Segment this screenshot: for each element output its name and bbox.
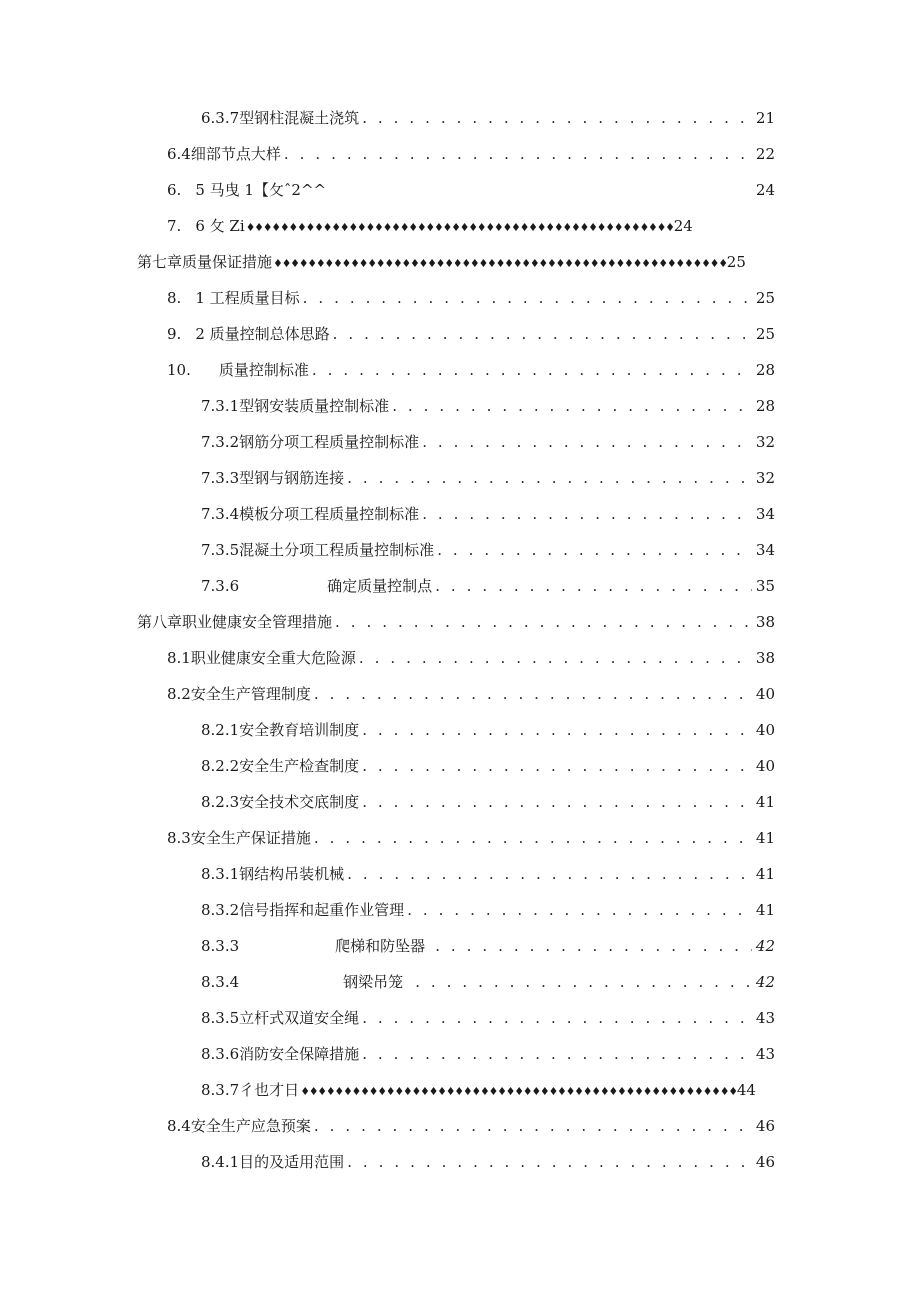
dot-leader bbox=[312, 358, 752, 382]
toc-entry-page: 25 bbox=[755, 289, 775, 307]
dot-leader bbox=[362, 1042, 752, 1066]
toc-entry-number: 8.2 bbox=[167, 685, 191, 703]
toc-entry[interactable] bbox=[167, 178, 775, 202]
toc-entry-title: 型钢柱混凝土浇筑 bbox=[239, 109, 360, 127]
dot-leader bbox=[347, 1150, 752, 1174]
toc-entry[interactable] bbox=[201, 1150, 775, 1174]
toc-entry-title: 模板分项工程质量控制标准 bbox=[239, 505, 420, 523]
toc-chapter-title: 第八章职业健康安全管理措施 bbox=[137, 613, 333, 631]
toc-entry[interactable] bbox=[201, 934, 775, 958]
toc-entry-number: 8.3.3 bbox=[201, 937, 240, 955]
toc-entry[interactable] bbox=[201, 718, 775, 742]
dot-leader bbox=[362, 718, 752, 742]
toc-entry-page: 21 bbox=[755, 109, 775, 127]
toc-entry-number: 7.3.6 bbox=[201, 577, 240, 595]
toc-entry[interactable] bbox=[167, 826, 775, 850]
toc-entry-page: 46 bbox=[755, 1117, 775, 1135]
dot-leader bbox=[347, 862, 752, 886]
toc-entry-number: 8.3.5 bbox=[201, 1009, 240, 1027]
dot-leader bbox=[314, 826, 752, 850]
toc-entry[interactable] bbox=[201, 538, 775, 562]
toc-entry[interactable] bbox=[201, 106, 775, 130]
toc-entry-number: 8.3.2 bbox=[201, 901, 240, 919]
toc-entry[interactable] bbox=[167, 682, 775, 706]
toc-entry-number: 9. bbox=[167, 325, 182, 343]
dot-leader bbox=[303, 286, 752, 310]
toc-entry-title: 5 马曳 1【攵ˆ2^^ bbox=[195, 181, 327, 199]
toc-entry-page: 34 bbox=[755, 541, 775, 559]
toc-entry-title: 安全生产保证措施 bbox=[190, 829, 311, 847]
toc-entry-title: 钢梁吊笼 bbox=[343, 973, 404, 991]
dot-leader bbox=[284, 142, 752, 166]
toc-entry-title: 钢结构吊装机械 bbox=[239, 865, 345, 883]
toc-entry-page: 25 bbox=[755, 325, 775, 343]
dot-leader bbox=[435, 934, 752, 958]
toc-entry-number: 8.2.1 bbox=[201, 721, 240, 739]
dot-leader bbox=[362, 754, 752, 778]
dot-leader bbox=[362, 1006, 752, 1030]
toc-entry-number: 7.3.2 bbox=[201, 433, 240, 451]
toc-entry-page: 24 bbox=[673, 217, 693, 235]
toc-entry[interactable] bbox=[167, 1114, 775, 1138]
toc-entry-page: 40 bbox=[755, 721, 775, 739]
dot-leader bbox=[359, 646, 752, 670]
toc-entry-number: 6. bbox=[167, 181, 182, 199]
dot-leader bbox=[362, 106, 752, 130]
toc-entry-page: 46 bbox=[755, 1153, 775, 1171]
toc-entry-title: 型钢与钢筋连接 bbox=[239, 469, 345, 487]
dot-leader bbox=[422, 502, 752, 526]
toc-entry-page: 40 bbox=[755, 685, 775, 703]
dot-leader bbox=[333, 322, 752, 346]
toc-entry-number: 8.2.2 bbox=[201, 757, 240, 775]
toc-entry[interactable] bbox=[167, 286, 775, 310]
toc-entry-page: 42 bbox=[755, 937, 775, 955]
garbled-leader: ♦♦♦♦♦♦♦♦♦♦♦♦♦♦♦♦♦♦♦♦♦♦♦♦♦♦♦♦♦♦♦♦♦♦♦♦♦♦♦♦♦♦♦♦♦♦♦♦♦♦♦ bbox=[300, 1085, 737, 1098]
toc-entry-number: 8.3.6 bbox=[201, 1045, 240, 1063]
toc-entry-title: 安全生产检查制度 bbox=[239, 757, 360, 775]
toc-entry[interactable] bbox=[201, 574, 775, 598]
toc-entry-page: 43 bbox=[755, 1009, 775, 1027]
toc-entry[interactable] bbox=[201, 862, 775, 886]
toc-entry-title: 安全教育培训制度 bbox=[239, 721, 360, 739]
dot-leader bbox=[435, 574, 752, 598]
toc-entry-page: 41 bbox=[755, 901, 775, 919]
toc-entry-number: 6.3.7 bbox=[201, 109, 240, 127]
toc-entry[interactable] bbox=[201, 898, 775, 922]
toc-entry[interactable] bbox=[201, 1006, 775, 1030]
toc-entry-page: 43 bbox=[755, 1045, 775, 1063]
toc-entry-number: 8.1 bbox=[167, 649, 191, 667]
toc-entry-number: 7.3.4 bbox=[201, 505, 240, 523]
toc-entry-number: 7.3.3 bbox=[201, 469, 240, 487]
dot-leader bbox=[314, 1114, 752, 1138]
toc-entry-number: 8.3.4 bbox=[201, 973, 240, 991]
toc-entry-page: 44 bbox=[736, 1081, 756, 1099]
toc-entry-number: 7.3.1 bbox=[201, 397, 240, 415]
toc-entry-title: 钢筋分项工程质量控制标准 bbox=[239, 433, 420, 451]
toc-entry-page: 24 bbox=[755, 181, 775, 199]
toc-entry[interactable] bbox=[201, 970, 775, 994]
garbled-leader: ♦♦♦♦♦♦♦♦♦♦♦♦♦♦♦♦♦♦♦♦♦♦♦♦♦♦♦♦♦♦♦♦♦♦♦♦♦♦♦♦♦♦♦♦♦♦♦♦♦♦♦♦♦ bbox=[273, 257, 727, 270]
toc-entry-title: 目的及适用范围 bbox=[239, 1153, 345, 1171]
toc-entry[interactable] bbox=[201, 502, 775, 526]
dot-leader bbox=[314, 682, 752, 706]
toc-entry-number: 8.4 bbox=[167, 1117, 191, 1135]
toc-entry-page: 38 bbox=[755, 613, 775, 631]
toc-entry-title: 型钢安装质量控制标准 bbox=[239, 397, 390, 415]
toc-entry[interactable] bbox=[201, 1042, 775, 1066]
toc-entry-page: 34 bbox=[755, 505, 775, 523]
toc-entry-page: 28 bbox=[755, 397, 775, 415]
toc-entry-title: 职业健康安全重大危险源 bbox=[190, 649, 356, 667]
toc-entry-page: 41 bbox=[755, 829, 775, 847]
toc-entry[interactable] bbox=[201, 430, 775, 454]
toc-entry-title: 爬梯和防坠器 bbox=[335, 937, 426, 955]
toc-entry-title: 信号指挥和起重作业管理 bbox=[239, 901, 405, 919]
toc-entry-number: 8.2.3 bbox=[201, 793, 240, 811]
toc-entry-page: 38 bbox=[755, 649, 775, 667]
toc-chapter[interactable] bbox=[137, 610, 775, 634]
toc-entry[interactable] bbox=[201, 754, 775, 778]
toc-entry-number: 8.3 bbox=[167, 829, 191, 847]
toc-entry-page: 28 bbox=[755, 361, 775, 379]
toc-entry-title: 6 攵 Zi bbox=[195, 217, 245, 235]
toc-entry-page: 41 bbox=[755, 793, 775, 811]
toc-entry-title: 质量控制标准 bbox=[218, 361, 309, 379]
toc-entry[interactable] bbox=[167, 214, 693, 238]
dot-leader bbox=[437, 538, 752, 562]
toc-entry-title: 确定质量控制点 bbox=[327, 577, 433, 595]
toc-entry-number: 7.3.5 bbox=[201, 541, 240, 559]
toc-entry-title: 安全生产管理制度 bbox=[190, 685, 311, 703]
toc-entry-number: 6.4 bbox=[167, 145, 191, 163]
toc-entry-page: 32 bbox=[755, 469, 775, 487]
toc-entry[interactable] bbox=[167, 322, 775, 346]
toc-entry[interactable] bbox=[167, 142, 775, 166]
toc-entry[interactable] bbox=[201, 394, 775, 418]
toc-entry-title: 混凝土分项工程质量控制标准 bbox=[239, 541, 435, 559]
toc-entry-number: 10. bbox=[167, 361, 191, 379]
toc-entry-title: 细部节点大样 bbox=[190, 145, 281, 163]
toc-entry-number: 7. bbox=[167, 217, 182, 235]
toc-entry[interactable] bbox=[167, 358, 775, 382]
dot-leader bbox=[407, 898, 752, 922]
toc-chapter[interactable] bbox=[137, 250, 746, 274]
toc-entry[interactable] bbox=[201, 790, 775, 814]
toc-entry-page: 32 bbox=[755, 433, 775, 451]
dot-leader bbox=[347, 466, 752, 490]
dot-leader bbox=[362, 790, 752, 814]
toc-entry-page: 22 bbox=[755, 145, 775, 163]
toc-entry-title: 1 工程质量目标 bbox=[195, 289, 300, 307]
toc-entry[interactable] bbox=[167, 646, 775, 670]
dot-leader bbox=[335, 610, 752, 634]
toc-entry-number: 8. bbox=[167, 289, 182, 307]
dot-leader bbox=[392, 394, 752, 418]
toc-entry-page: 35 bbox=[755, 577, 775, 595]
toc-entry-number: 8.3.7 bbox=[201, 1081, 240, 1099]
toc-entry-number: 8.3.1 bbox=[201, 865, 240, 883]
toc-entry-page: 41 bbox=[755, 865, 775, 883]
toc-entry-page: 42 bbox=[755, 973, 775, 991]
toc-entry-title: 消防安全保障措施 bbox=[239, 1045, 360, 1063]
toc-entry-number: 8.4.1 bbox=[201, 1153, 240, 1171]
toc-entry-title: 安全生产应急预案 bbox=[190, 1117, 311, 1135]
garbled-leader: ♦♦♦♦♦♦♦♦♦♦♦♦♦♦♦♦♦♦♦♦♦♦♦♦♦♦♦♦♦♦♦♦♦♦♦♦♦♦♦♦♦♦♦♦♦♦♦♦♦♦ bbox=[245, 221, 674, 234]
toc-entry[interactable] bbox=[201, 466, 775, 490]
toc-entry-title: 安全技术交底制度 bbox=[239, 793, 360, 811]
toc-entry[interactable] bbox=[201, 1078, 756, 1102]
toc-entry-page: 40 bbox=[755, 757, 775, 775]
toc-entry-title: 立杆式双道安全绳 bbox=[239, 1009, 360, 1027]
toc-entry-title: 彳也才日 bbox=[239, 1081, 300, 1099]
dot-leader bbox=[422, 430, 752, 454]
toc-entry-page: 25 bbox=[726, 253, 746, 271]
toc-entry-title: 2 质量控制总体思路 bbox=[195, 325, 330, 343]
dot-leader bbox=[415, 970, 752, 994]
toc-chapter-title: 第七章质量保证措施 bbox=[137, 253, 273, 271]
